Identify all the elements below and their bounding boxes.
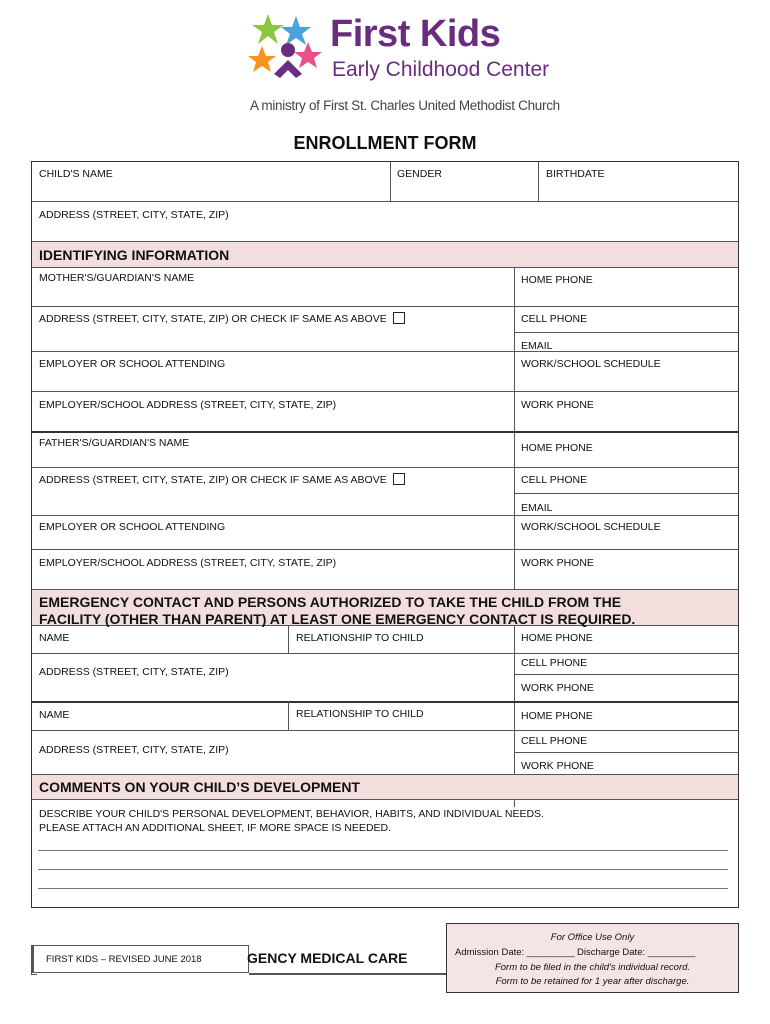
contact2-relationship-field[interactable]: RELATIONSHIP TO CHILD bbox=[296, 708, 424, 720]
divider bbox=[32, 549, 738, 550]
identifying-section-header bbox=[32, 241, 738, 268]
father-schedule-field[interactable]: WORK/SCHOOL SCHEDULE bbox=[521, 521, 661, 533]
form-title: ENROLLMENT FORM bbox=[293, 133, 477, 153]
office-note-2: Form to be retained for 1 year after discharge. bbox=[495, 976, 690, 987]
divider bbox=[538, 162, 539, 201]
stars-logo-icon bbox=[248, 12, 328, 92]
office-heading: For Office Use Only bbox=[550, 932, 635, 943]
father-cell-phone-field[interactable]: CELL PHONE bbox=[521, 474, 588, 486]
child-address-field[interactable]: ADDRESS (STREET, CITY, STATE, ZIP) bbox=[39, 209, 229, 221]
emergency-section-header bbox=[32, 589, 738, 626]
brand-name: First Kids bbox=[330, 13, 501, 55]
contact1-name-field[interactable]: NAME bbox=[39, 632, 70, 644]
divider bbox=[32, 730, 738, 731]
child-name-field[interactable]: CHILD'S NAME bbox=[39, 168, 113, 180]
brand-tagline: A ministry of First St. Charles United Methodist Church bbox=[250, 98, 560, 113]
comments-instruction-2: PLEASE ATTACH AN ADDITIONAL SHEET, IF MORE SPACE IS NEEDED. bbox=[39, 822, 392, 834]
divider bbox=[288, 701, 289, 730]
divider bbox=[514, 752, 738, 753]
comments-write-line[interactable] bbox=[38, 888, 728, 889]
father-employer-address-field[interactable]: EMPLOYER/SCHOOL ADDRESS (STREET, CITY, STATE, ZIP) bbox=[39, 557, 337, 569]
divider bbox=[32, 391, 738, 392]
same-as-above-checkbox[interactable] bbox=[393, 312, 405, 324]
divider bbox=[32, 701, 738, 703]
section-title: COMMENTS ON YOUR CHILD’S DEVELOPMENT bbox=[39, 779, 360, 795]
divider bbox=[32, 201, 738, 202]
divider bbox=[32, 431, 738, 433]
father-work-phone-field[interactable]: WORK PHONE bbox=[521, 557, 594, 569]
divider bbox=[514, 332, 738, 333]
father-email-field[interactable]: EMAIL bbox=[521, 502, 553, 514]
column-divider bbox=[514, 268, 515, 807]
mother-schedule-field[interactable]: WORK/SCHOOL SCHEDULE bbox=[521, 358, 661, 370]
brand-subtitle: Early Childhood Center bbox=[332, 58, 550, 81]
office-note-1: Form to be filed in the child's individual record. bbox=[494, 962, 691, 973]
father-employer-field[interactable]: EMPLOYER OR SCHOOL ATTENDING bbox=[39, 521, 226, 533]
divider bbox=[390, 162, 391, 201]
contact1-relationship-field[interactable]: RELATIONSHIP TO CHILD bbox=[296, 632, 424, 644]
divider bbox=[32, 351, 738, 352]
revision-text: FIRST KIDS – REVISED JUNE 2018 bbox=[46, 954, 202, 965]
mother-employer-field[interactable]: EMPLOYER OR SCHOOL ATTENDING bbox=[39, 358, 226, 370]
mother-address-field[interactable] bbox=[39, 312, 405, 325]
contact1-home-phone-field[interactable]: HOME PHONE bbox=[521, 632, 593, 644]
divider bbox=[32, 467, 738, 468]
contact1-address-field[interactable]: ADDRESS (STREET, CITY, STATE, ZIP) bbox=[39, 666, 229, 678]
office-use-box bbox=[446, 923, 739, 993]
contact2-home-phone-field[interactable]: HOME PHONE bbox=[521, 710, 593, 722]
divider bbox=[514, 674, 738, 675]
office-dates[interactable]: Admission Date: _________ Discharge Date: _________ bbox=[455, 947, 696, 958]
divider bbox=[514, 493, 738, 494]
divider bbox=[32, 653, 738, 654]
divider bbox=[32, 306, 738, 307]
mother-employer-address-field[interactable]: EMPLOYER/SCHOOL ADDRESS (STREET, CITY, STATE, ZIP) bbox=[39, 399, 337, 411]
emergency-medical-care-heading: GENCY MEDICAL CARE bbox=[247, 950, 408, 966]
mother-home-phone-field[interactable]: HOME PHONE bbox=[521, 274, 593, 286]
section-title-line2: FACILITY (OTHER THAN PARENT) AT LEAST ONE EMERGENCY CONTACT IS REQUIRED. bbox=[39, 611, 636, 627]
father-address-label: ADDRESS (STREET, CITY, STATE, ZIP) OR CHECK IF SAME AS ABOVE bbox=[39, 474, 387, 486]
mother-name-field[interactable]: MOTHER'S/GUARDIAN'S NAME bbox=[39, 272, 195, 284]
contact2-address-field[interactable]: ADDRESS (STREET, CITY, STATE, ZIP) bbox=[39, 744, 229, 756]
father-name-field[interactable]: FATHER'S/GUARDIAN'S NAME bbox=[39, 437, 190, 449]
contact2-work-phone-field[interactable]: WORK PHONE bbox=[521, 760, 594, 772]
footer-tick bbox=[31, 972, 37, 975]
revision-box bbox=[31, 945, 249, 973]
divider bbox=[32, 515, 738, 516]
father-address-field[interactable] bbox=[39, 473, 405, 486]
gender-field[interactable]: GENDER bbox=[397, 168, 442, 180]
divider bbox=[288, 626, 289, 653]
father-home-phone-field[interactable]: HOME PHONE bbox=[521, 442, 593, 454]
contact2-name-field[interactable]: NAME bbox=[39, 709, 70, 721]
comments-write-line[interactable] bbox=[38, 869, 728, 870]
enrollment-form bbox=[31, 161, 739, 908]
mother-email-field[interactable]: EMAIL bbox=[521, 340, 553, 352]
comments-instruction-1: DESCRIBE YOUR CHILD'S PERSONAL DEVELOPMENT, BEHAVIOR, HABITS, AND INDIVIDUAL NEEDS. bbox=[39, 808, 544, 820]
contact1-work-phone-field[interactable]: WORK PHONE bbox=[521, 682, 594, 694]
birthdate-field[interactable]: BIRTHDATE bbox=[546, 168, 605, 180]
mother-address-label: ADDRESS (STREET, CITY, STATE, ZIP) OR CHECK IF SAME AS ABOVE bbox=[39, 313, 387, 325]
same-as-above-checkbox[interactable] bbox=[393, 473, 405, 485]
mother-cell-phone-field[interactable]: CELL PHONE bbox=[521, 313, 588, 325]
contact1-cell-phone-field[interactable]: CELL PHONE bbox=[521, 657, 588, 669]
section-title-line1: EMERGENCY CONTACT AND PERSONS AUTHORIZED TO TAKE THE CHILD FROM THE bbox=[39, 594, 622, 610]
contact2-cell-phone-field[interactable]: CELL PHONE bbox=[521, 735, 588, 747]
section-title: IDENTIFYING INFORMATION bbox=[39, 247, 230, 263]
mother-work-phone-field[interactable]: WORK PHONE bbox=[521, 399, 594, 411]
comments-section-header bbox=[32, 774, 738, 800]
comments-write-line[interactable] bbox=[38, 850, 728, 851]
logo bbox=[248, 8, 560, 116]
